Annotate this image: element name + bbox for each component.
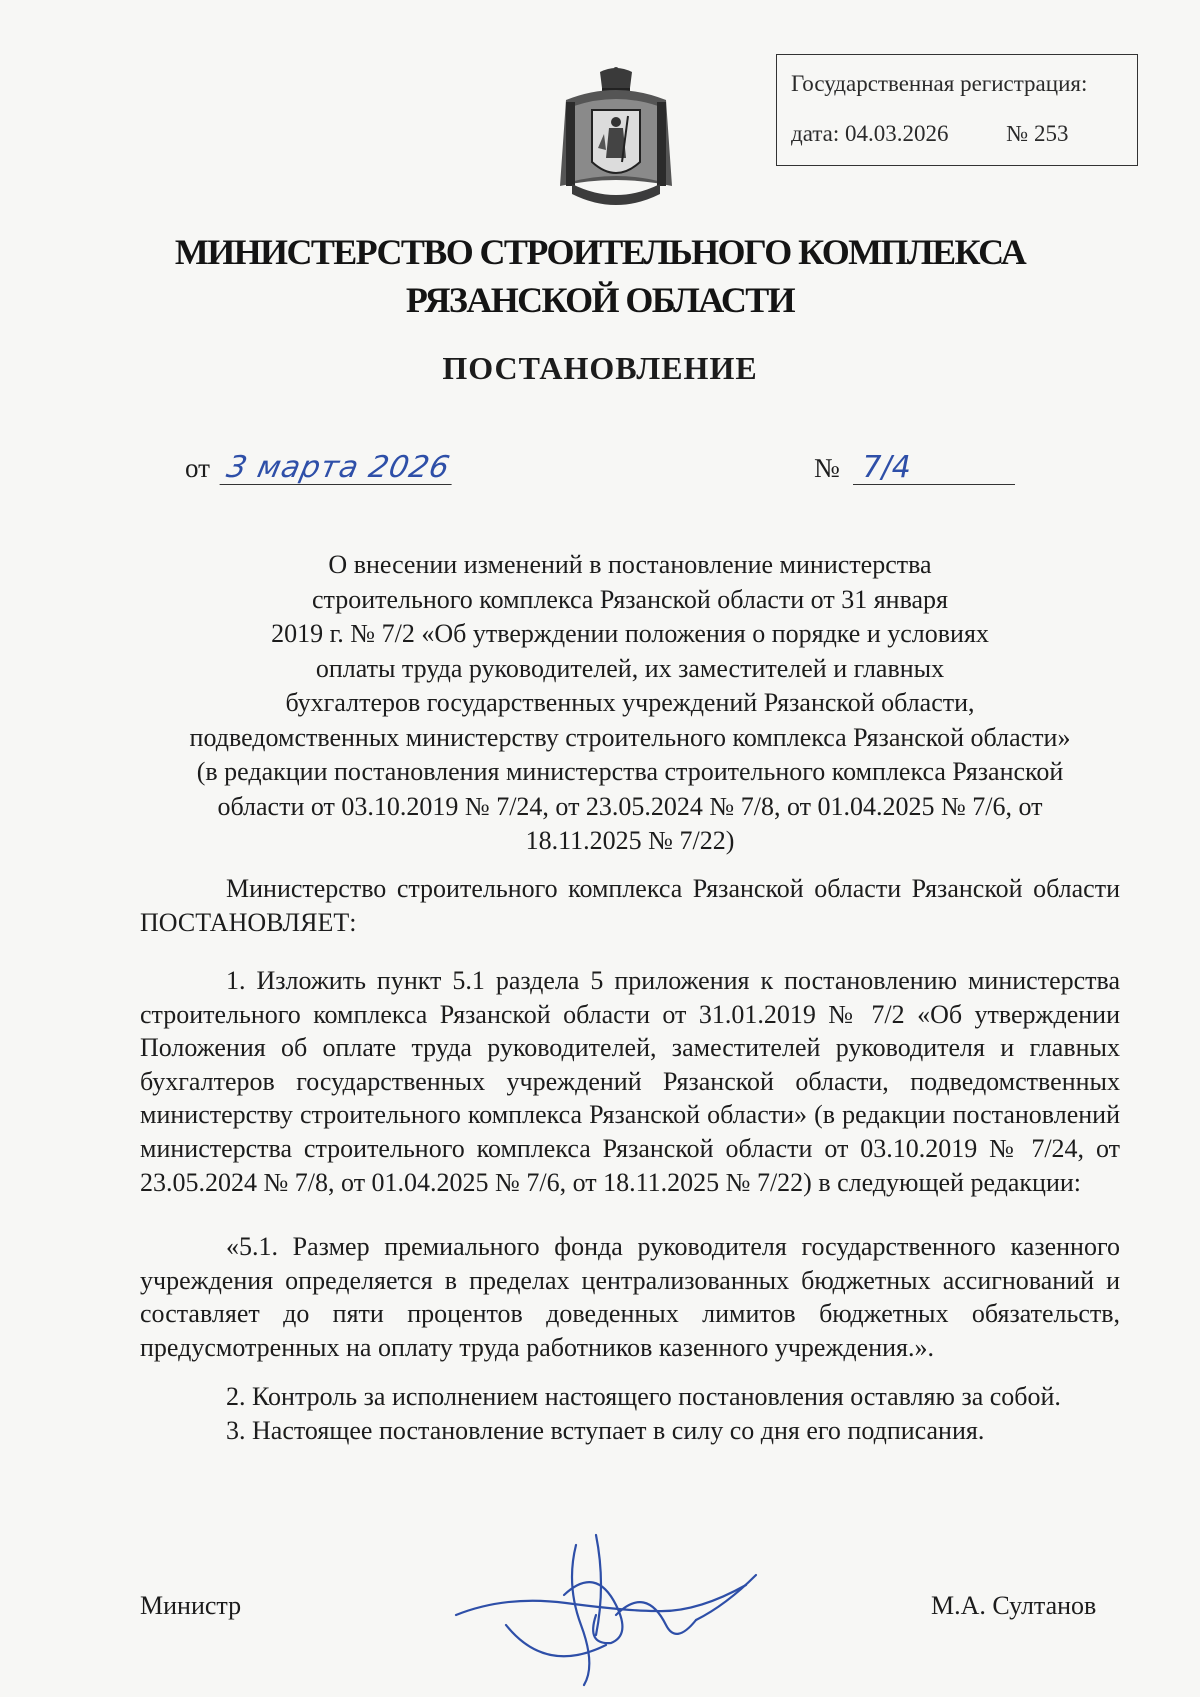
item-3-paragraph: 3. Настоящее постановление вступает в силу со дня его подписания. (226, 1415, 985, 1445)
subject-line: строительного комплекса Рязанской области от 31 января (311, 584, 949, 614)
registration-date: дата: 04.03.2026 (791, 121, 949, 146)
handwritten-number: 7/4 (853, 452, 1015, 485)
ministry-title-line2: РЯЗАНСКОЙ ОБЛАСТИ (405, 280, 795, 320)
item-1-paragraph: 1. Изложить пункт 5.1 раздела 5 приложения к постановлению министерства строительного комплекса Рязанской области от 31.01.2019 № 7/2 «Об утверждении Положения об оплате труда руководителей, заместителей руководителя и главных бухгалтеров государственных учреждений Рязанской области, подведомственных министерству строительного комплекса Рязанской области» (в редакции постановлений министерства строительного комплекса Рязанской области от 03.10.2019 № 7/24, от 23.05.2024 № 7/8, от 01.04.2025 № 7/6, от 18.11.2025 № 7/22) в следующей редакции: (140, 966, 1120, 1197)
ministry-title (0, 228, 1200, 324)
quoted-clause-paragraph: «5.1. Размер премиального фонда руководителя государственного казенного учреждения определяется в пределах централизованных бюджетных ассигнований и составляет до пяти процентов доведенных лимитов бюджетных обязательств, предусмотренных на оплату труда работников казенного учреждения.». (140, 1232, 1120, 1362)
registration-number: № 253 (1006, 121, 1069, 146)
document-date-line (185, 452, 455, 485)
signatory-position: Министр (140, 1591, 242, 1620)
subject-line: оплаты труда руководителей, их заместителей и главных (315, 653, 945, 683)
registration-title: Государственная регистрация: (791, 71, 1088, 96)
intro-paragraph: Министерство строительного комплекса Рязанской области Рязанской области ПОСТАНОВЛЯЕТ: (140, 874, 1120, 937)
quoted-clause-block (140, 1230, 1120, 1364)
items-2-3-block (140, 1380, 1120, 1447)
document-number-line (814, 452, 1015, 485)
subject-line: 2019 г. № 7/2 «Об утверждении положения о порядке и условиях (271, 619, 989, 648)
item-2-paragraph: 2. Контроль за исполнением настоящего постановления оставляю за собой. (226, 1382, 1061, 1411)
handwritten-date: 3 марта 2026 (219, 452, 458, 485)
subject-line: бухгалтеров государственных учреждений Рязанской области, (285, 688, 975, 717)
signatory-name: М.А. Султанов (931, 1591, 1097, 1620)
document-subject (140, 548, 1120, 859)
registration-stamp (776, 54, 1138, 166)
subject-line: 18.11.2025 № 7/22) (525, 826, 735, 855)
document-type: ПОСТАНОВЛЕНИЕ (442, 350, 758, 386)
intro-paragraph-block (140, 872, 1120, 939)
subject-line: О внесении изменений в постановление министерства (328, 550, 932, 579)
subject-line: области от 03.10.2019 № 7/24, от 23.05.2024 № 7/8, от 01.04.2025 № 7/6, от (217, 791, 1043, 821)
subject-line: подведомственных министерству строительного комплекса Рязанской области» (189, 722, 1071, 752)
date-prefix: от (185, 453, 210, 483)
item-1-block (140, 964, 1120, 1199)
subject-line: (в редакции постановления министерства строительного комплекса Рязанской (196, 757, 1064, 786)
registration-date-line (791, 121, 1068, 147)
ministry-title-line1: МИНИСТЕРСТВО СТРОИТЕЛЬНОГО КОМПЛЕКСА (174, 232, 1026, 272)
number-prefix: № (814, 453, 840, 483)
coat-of-arms-icon (552, 66, 680, 216)
handwritten-signature-icon (446, 1525, 776, 1690)
